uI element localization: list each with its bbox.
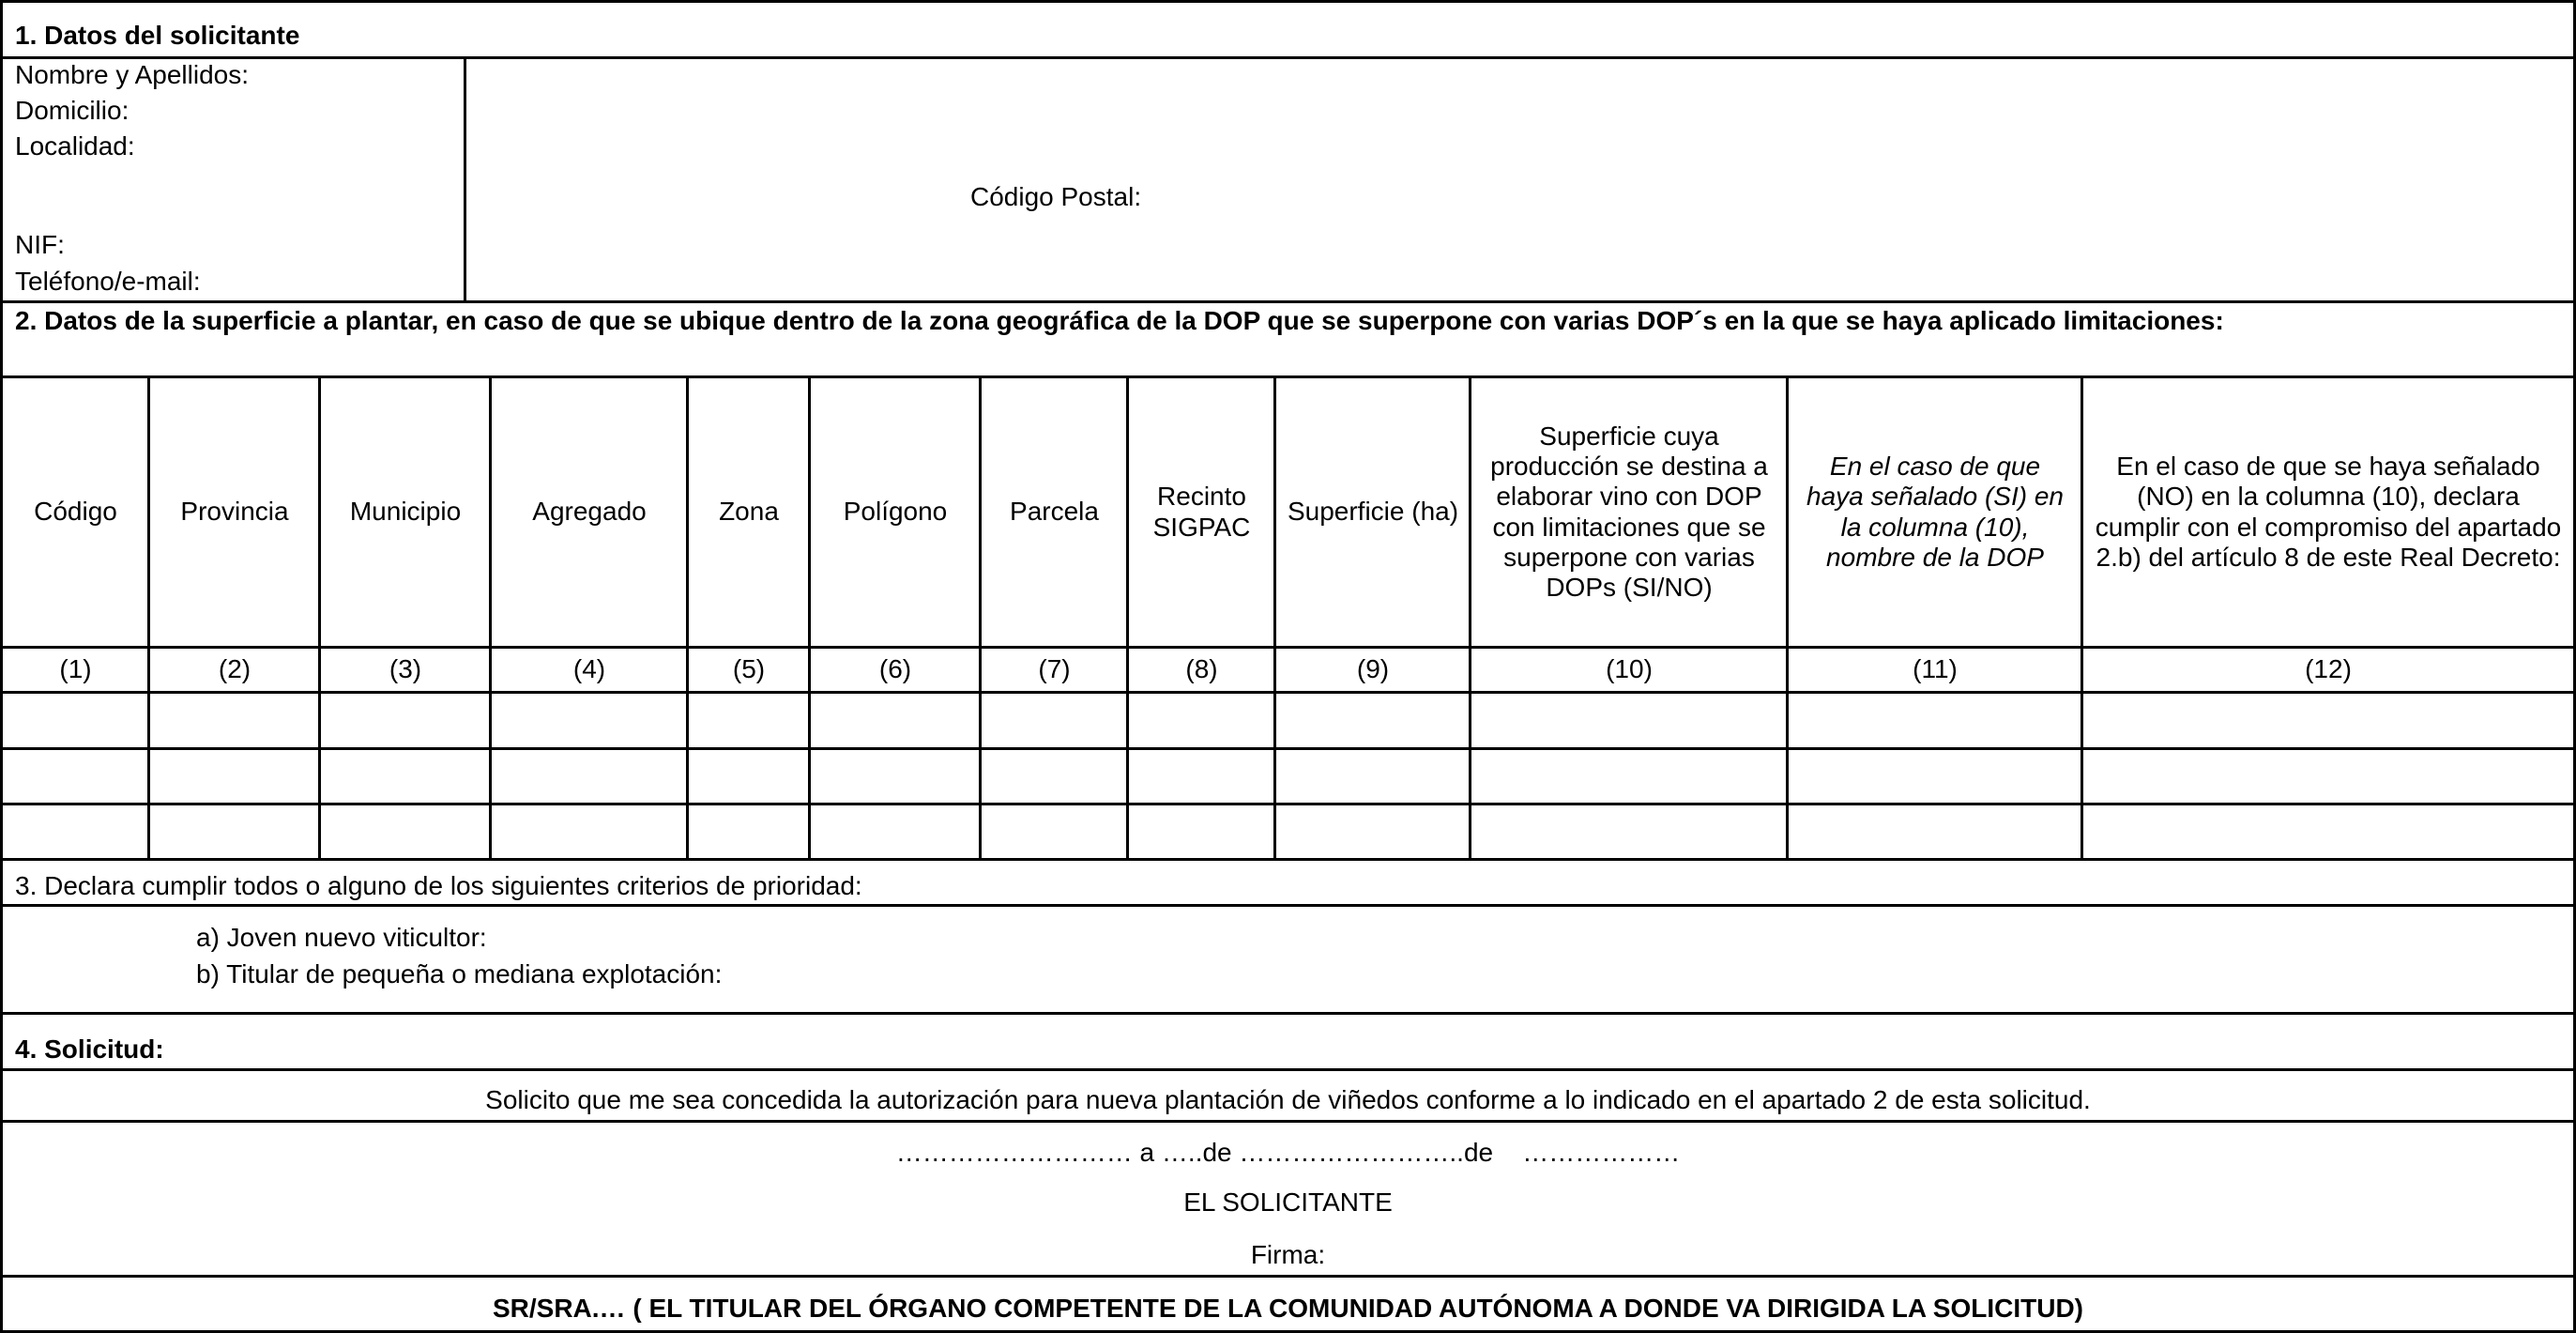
column-number: (2)	[218, 654, 252, 684]
column-header-municipality: Municipio	[349, 497, 462, 527]
column-number: (8)	[1185, 654, 1218, 684]
column-number: (6)	[878, 654, 912, 684]
column-header-dop-name: En el caso de que haya señalado (SI) en la columna (10), nombre de la DOP	[1806, 452, 2064, 572]
divider	[1469, 375, 1471, 861]
column-number: (11)	[1913, 654, 1958, 684]
divider	[0, 1120, 2576, 1123]
divider	[0, 56, 2576, 59]
divider	[979, 375, 982, 861]
addressee-line: SR/SRA.… ( EL TITULAR DEL ÓRGANO COMPETENTE DE LA COMUNIDAD AUTÓNOMA A DONDE VA DIRIGIDA LA SOLICITUD)	[492, 1294, 2083, 1323]
divider	[808, 375, 811, 861]
column-header-commitment: En el caso de que se haya señalado (NO) en la columna (10), declara cumplir con el compromiso del apartado 2.b) del artículo 8 de este Real Decreto:	[2095, 452, 2562, 572]
column-header-polygon: Polígono	[843, 497, 948, 527]
divider	[0, 803, 2576, 805]
column-number: (5)	[732, 654, 766, 684]
section-1-title: 1. Datos del solicitante	[15, 21, 300, 50]
column-header-sigpac: Recinto SIGPAC	[1152, 482, 1251, 542]
divider	[489, 375, 492, 861]
address-label: Domicilio:	[15, 96, 130, 125]
request-statement: Solicito que me sea concedida la autorización para nueva plantación de viñedos conforme a lo indicado en el apartado 2 de esta solicitud.	[485, 1085, 2091, 1114]
divider	[0, 1068, 2576, 1071]
divider	[0, 691, 2576, 694]
section-2-title: 2. Datos de la superficie a plantar, en caso de que se ubique dentro de la zona geográfica de la DOP que se superpone con varias DOP´s en la que se haya aplicado limitaciones:	[15, 306, 2224, 335]
column-number: (4)	[572, 654, 606, 684]
priority-young-viticulturist: a) Joven nuevo viticultor:	[196, 923, 487, 952]
column-header-zone: Zona	[719, 497, 779, 527]
signature-label: Firma:	[1250, 1240, 1326, 1269]
postal-code-label: Código Postal:	[970, 182, 1142, 211]
column-number: (3)	[389, 654, 422, 684]
divider	[1786, 375, 1789, 861]
column-header-surface: Superficie (ha)	[1287, 497, 1459, 527]
priority-small-holding: b) Titular de pequeña o mediana explotación:	[196, 959, 723, 988]
locality-label: Localidad:	[15, 131, 135, 161]
column-number: (10)	[1606, 654, 1653, 684]
divider	[318, 375, 321, 861]
divider	[0, 1275, 2576, 1278]
phone-email-label: Teléfono/e-mail:	[15, 267, 201, 296]
column-header-aggregate: Agregado	[532, 497, 647, 527]
column-number: (7)	[1038, 654, 1071, 684]
column-number: (12)	[2305, 654, 2352, 684]
column-header-parcel: Parcela	[1010, 497, 1099, 527]
date-line: ……………………… a …..de ……………………..de ………………	[895, 1138, 1681, 1167]
section-4-title: 4. Solicitud:	[15, 1034, 164, 1064]
divider	[686, 375, 689, 861]
divider	[1126, 375, 1129, 861]
divider	[0, 747, 2576, 750]
nif-label: NIF:	[15, 230, 65, 259]
column-header-province: Provincia	[180, 497, 289, 527]
column-header-code: Código	[34, 497, 117, 527]
divider	[147, 375, 150, 861]
applicant-label: EL SOLICITANTE	[1183, 1187, 1393, 1217]
section-3-title: 3. Declara cumplir todos o alguno de los siguientes criterios de prioridad:	[15, 871, 862, 900]
divider	[464, 56, 466, 302]
divider	[0, 300, 2576, 303]
divider	[0, 1012, 2576, 1015]
divider	[1273, 375, 1276, 861]
divider	[2081, 375, 2083, 861]
divider	[0, 904, 2576, 907]
divider	[0, 858, 2576, 861]
column-number: (1)	[59, 654, 92, 684]
column-header-dop-surface: Superficie cuya producción se destina a elaborar vino con DOP con limitaciones que se superpone con varias DOPs (SI/NO)	[1490, 421, 1768, 602]
name-label: Nombre y Apellidos:	[15, 60, 250, 89]
column-number: (9)	[1356, 654, 1390, 684]
